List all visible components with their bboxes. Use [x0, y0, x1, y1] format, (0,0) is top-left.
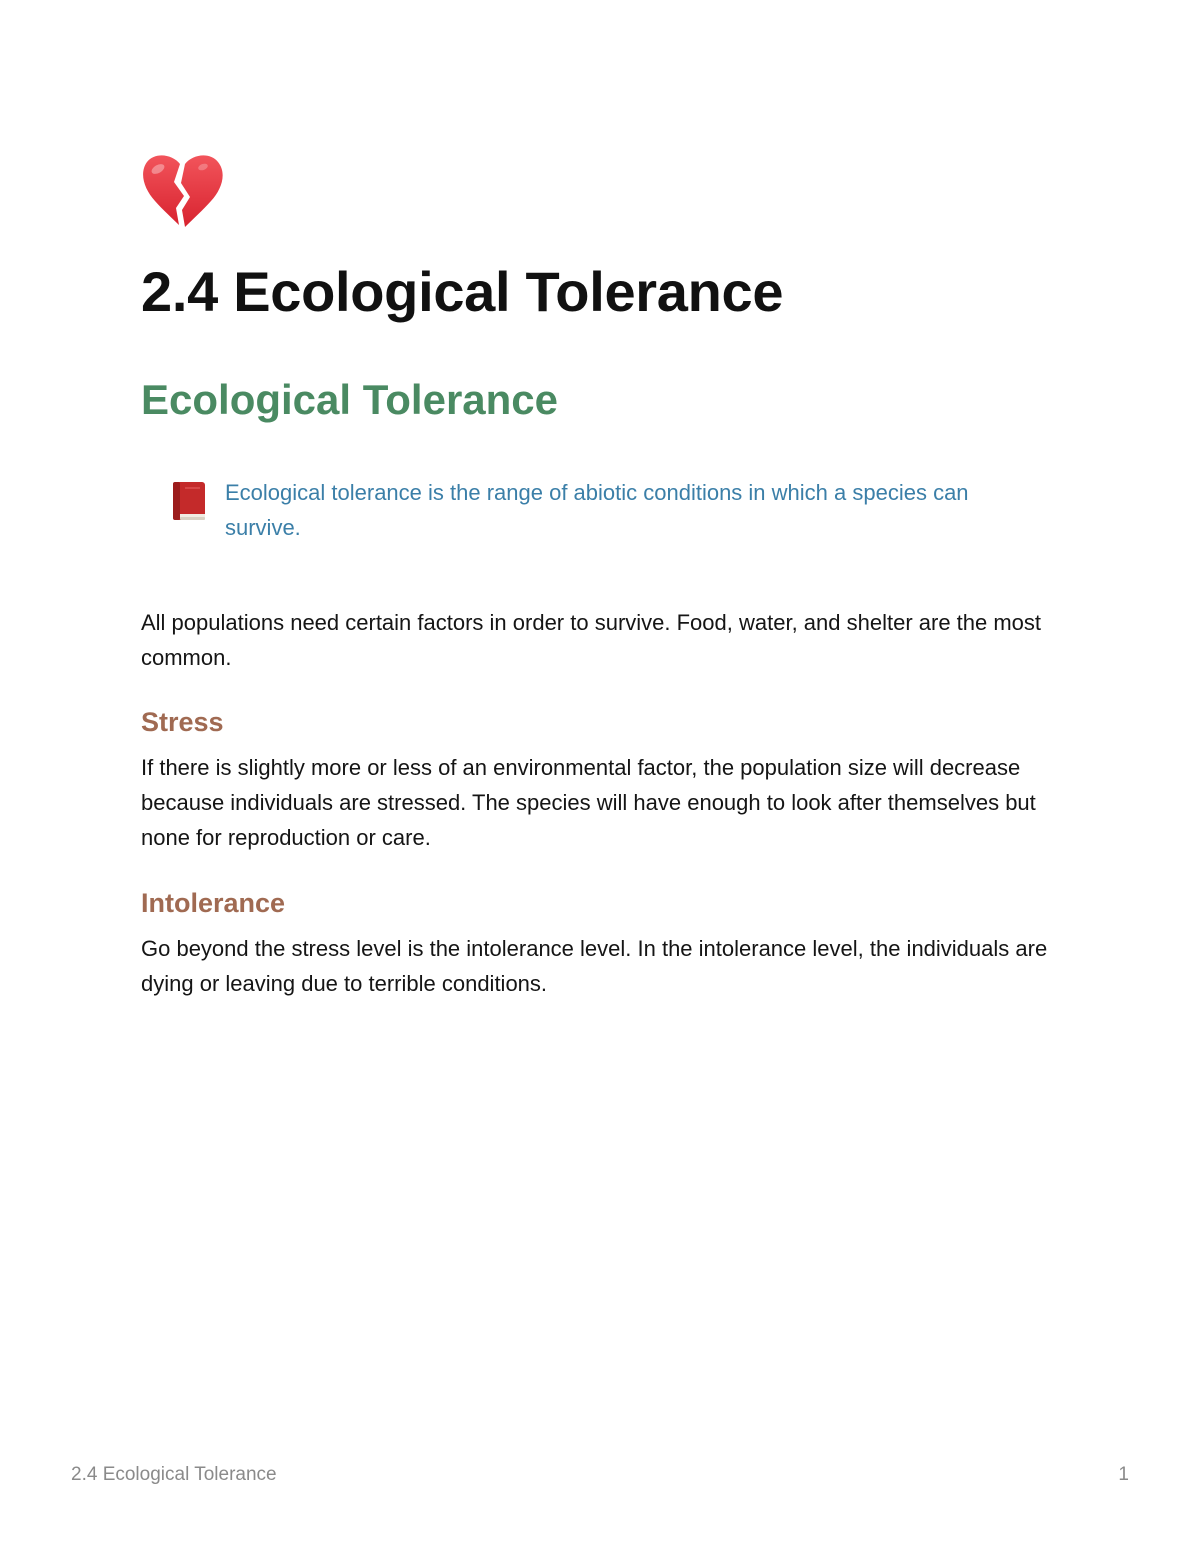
intolerance-paragraph: Go beyond the stress level is the intolerance level. In the intolerance level, the individuals are dying or leaving due to terrible conditions. — [141, 936, 1048, 996]
subheading-stress: Stress — [141, 707, 224, 737]
section-heading: Ecological Tolerance — [141, 376, 559, 423]
footer-doc-title: 2.4 Ecological Tolerance — [71, 1464, 277, 1485]
broken-heart-icon — [141, 152, 225, 230]
page-title: 2.4 Ecological Tolerance — [141, 260, 784, 323]
red-book-icon — [169, 479, 209, 523]
definition-callout — [169, 475, 1061, 545]
intro-paragraph: All populations need certain factors in order to survive. Food, water, and shelter are the most common. — [141, 610, 1042, 670]
stress-paragraph: If there is slightly more or less of an environmental factor, the population size will decrease because individuals are stressed. The species will have enough to look after themselves but none for reproduction or care. — [141, 755, 1036, 850]
callout-text: Ecological tolerance is the range of abiotic conditions in which a species can survive. — [225, 480, 969, 540]
subheading-intolerance: Intolerance — [141, 888, 286, 918]
footer-page-number: 1 — [1118, 1464, 1129, 1485]
document-page — [141, 152, 1061, 1001]
